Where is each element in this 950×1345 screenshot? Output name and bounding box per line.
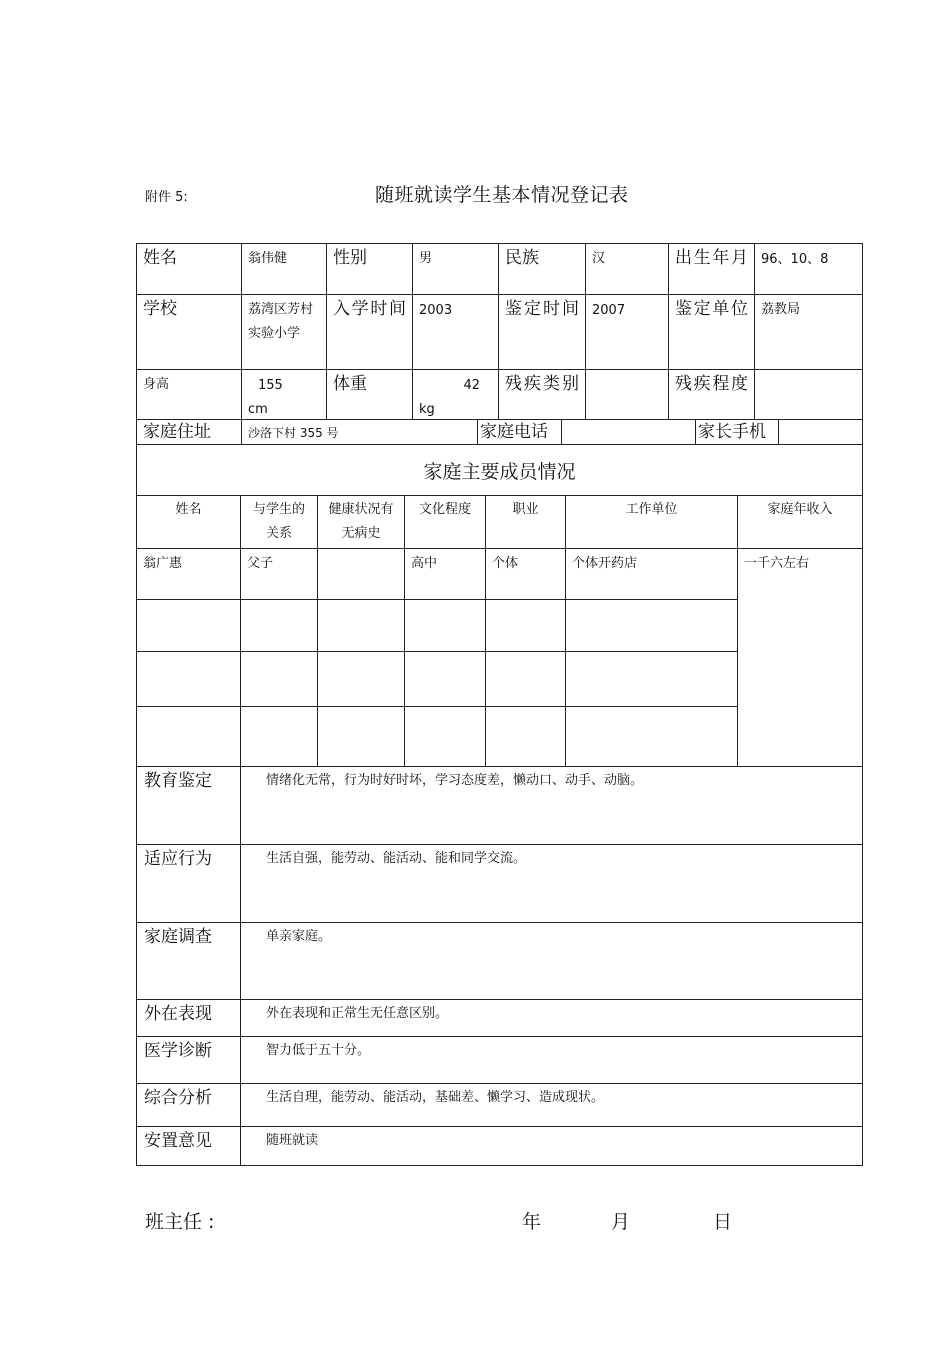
member-occupation[interactable] [486, 652, 566, 707]
placement-text[interactable]: 随班就读 [241, 1127, 863, 1166]
evaluation-table [136, 766, 863, 1166]
assess-unit-value[interactable]: 荔教局 [755, 295, 863, 370]
table-row [137, 549, 863, 600]
family-section-title: 家庭主要成员情况 [137, 445, 863, 496]
member-relation[interactable] [241, 707, 318, 768]
mobile-value[interactable] [779, 420, 863, 447]
family-header-income: 家庭年收入 [738, 496, 863, 549]
member-health[interactable] [318, 549, 405, 600]
member-education[interactable]: 高中 [405, 549, 486, 600]
assess-time-value[interactable]: 2007 [586, 295, 669, 370]
form-title: 随班就读学生基本情况登记表 [375, 184, 629, 206]
family-survey-text[interactable]: 单亲家庭。 [241, 923, 863, 1000]
member-name[interactable]: 翁广惠 [137, 549, 241, 600]
member-health[interactable] [318, 652, 405, 707]
family-income-value[interactable]: 一千六左右 [738, 549, 863, 768]
family-header-education: 文化程度 [405, 496, 486, 549]
day-label: 日 [713, 1211, 733, 1233]
phone-value[interactable] [562, 420, 696, 447]
attachment-label: 附件 5: [145, 190, 188, 205]
analysis-label: 综合分析 [137, 1084, 241, 1127]
appearance-label: 外在表现 [137, 1000, 241, 1037]
basic-info-table [136, 243, 863, 425]
member-relation[interactable]: 父子 [241, 549, 318, 600]
member-workplace[interactable] [566, 600, 738, 652]
member-name[interactable] [137, 652, 241, 707]
ethnicity-value[interactable]: 汉 [586, 244, 669, 295]
adaptive-behavior-text[interactable]: 生活自强，能劳动、能活动、能和同学交流。 [241, 845, 863, 923]
school-label: 学校 [137, 295, 242, 370]
member-workplace[interactable] [566, 707, 738, 768]
month-label: 月 [611, 1211, 631, 1233]
address-label: 家庭住址 [137, 420, 242, 447]
ethnicity-label: 民族 [499, 244, 586, 295]
disability-degree-label: 残疾程度 [669, 370, 755, 425]
enroll-label: 入学时间 [327, 295, 413, 370]
appearance-text[interactable]: 外在表现和正常生无任意区别。 [241, 1000, 863, 1037]
school-value[interactable]: 荔湾区芳村实验小学 [242, 295, 327, 370]
year-label: 年 [522, 1211, 542, 1233]
mobile-label: 家长手机 [696, 420, 779, 447]
assess-time-label: 鉴定时间 [499, 295, 586, 370]
member-relation[interactable] [241, 652, 318, 707]
gender-value[interactable]: 男 [413, 244, 499, 295]
member-relation[interactable] [241, 600, 318, 652]
weight-label: 体重 [327, 370, 413, 425]
height-value[interactable] [242, 370, 327, 425]
member-occupation[interactable] [486, 707, 566, 768]
family-header-name: 姓名 [137, 496, 241, 549]
birth-label: 出生年月 [669, 244, 755, 295]
disability-type-label: 残疾类别 [499, 370, 586, 425]
birth-value[interactable]: 96、10、8 [755, 244, 863, 295]
member-occupation[interactable] [486, 600, 566, 652]
weight-number: 42 [463, 378, 480, 393]
education-assessment-text[interactable]: 情绪化无常，行为时好时坏，学习态度差，懒动口、动手、动脑。 [241, 767, 863, 845]
enroll-value[interactable]: 2003 [413, 295, 499, 370]
member-occupation[interactable]: 个体 [486, 549, 566, 600]
family-table [136, 444, 863, 768]
address-value[interactable]: 沙洛下村 355 号 [242, 420, 478, 447]
member-education[interactable] [405, 600, 486, 652]
weight-unit: kg [419, 402, 435, 417]
disability-degree-value[interactable] [755, 370, 863, 425]
adaptive-behavior-label: 适应行为 [137, 845, 241, 923]
medical-diagnosis-text[interactable]: 智力低于五十分。 [241, 1037, 863, 1084]
height-number: 155 [258, 378, 283, 393]
member-health[interactable] [318, 707, 405, 768]
member-education[interactable] [405, 652, 486, 707]
family-header-occupation: 职业 [486, 496, 566, 549]
weight-value[interactable] [413, 370, 499, 425]
height-unit: cm [248, 402, 268, 417]
member-education[interactable] [405, 707, 486, 768]
member-name[interactable] [137, 600, 241, 652]
analysis-text[interactable]: 生活自理，能劳动、能活动，基础差、懒学习、造成现状。 [241, 1084, 863, 1127]
family-header-health: 健康状况有无病史 [318, 496, 405, 549]
phone-label: 家庭电话 [478, 420, 562, 447]
contact-table [136, 419, 863, 447]
disability-type-value[interactable] [586, 370, 669, 425]
placement-label: 安置意见 [137, 1127, 241, 1166]
gender-label: 性别 [327, 244, 413, 295]
family-survey-label: 家庭调查 [137, 923, 241, 1000]
member-name[interactable] [137, 707, 241, 768]
education-assessment-label: 教育鉴定 [137, 767, 241, 845]
medical-diagnosis-label: 医学诊断 [137, 1037, 241, 1084]
height-label: 身高 [137, 370, 242, 425]
name-label: 姓名 [137, 244, 242, 295]
name-value[interactable]: 翁伟健 [242, 244, 327, 295]
assess-unit-label: 鉴定单位 [669, 295, 755, 370]
member-workplace[interactable]: 个体开药店 [566, 549, 738, 600]
member-workplace[interactable] [566, 652, 738, 707]
family-header-workplace: 工作单位 [566, 496, 738, 549]
family-header-relation: 与学生的关系 [241, 496, 318, 549]
teacher-label: 班主任 : [145, 1211, 215, 1233]
member-health[interactable] [318, 600, 405, 652]
